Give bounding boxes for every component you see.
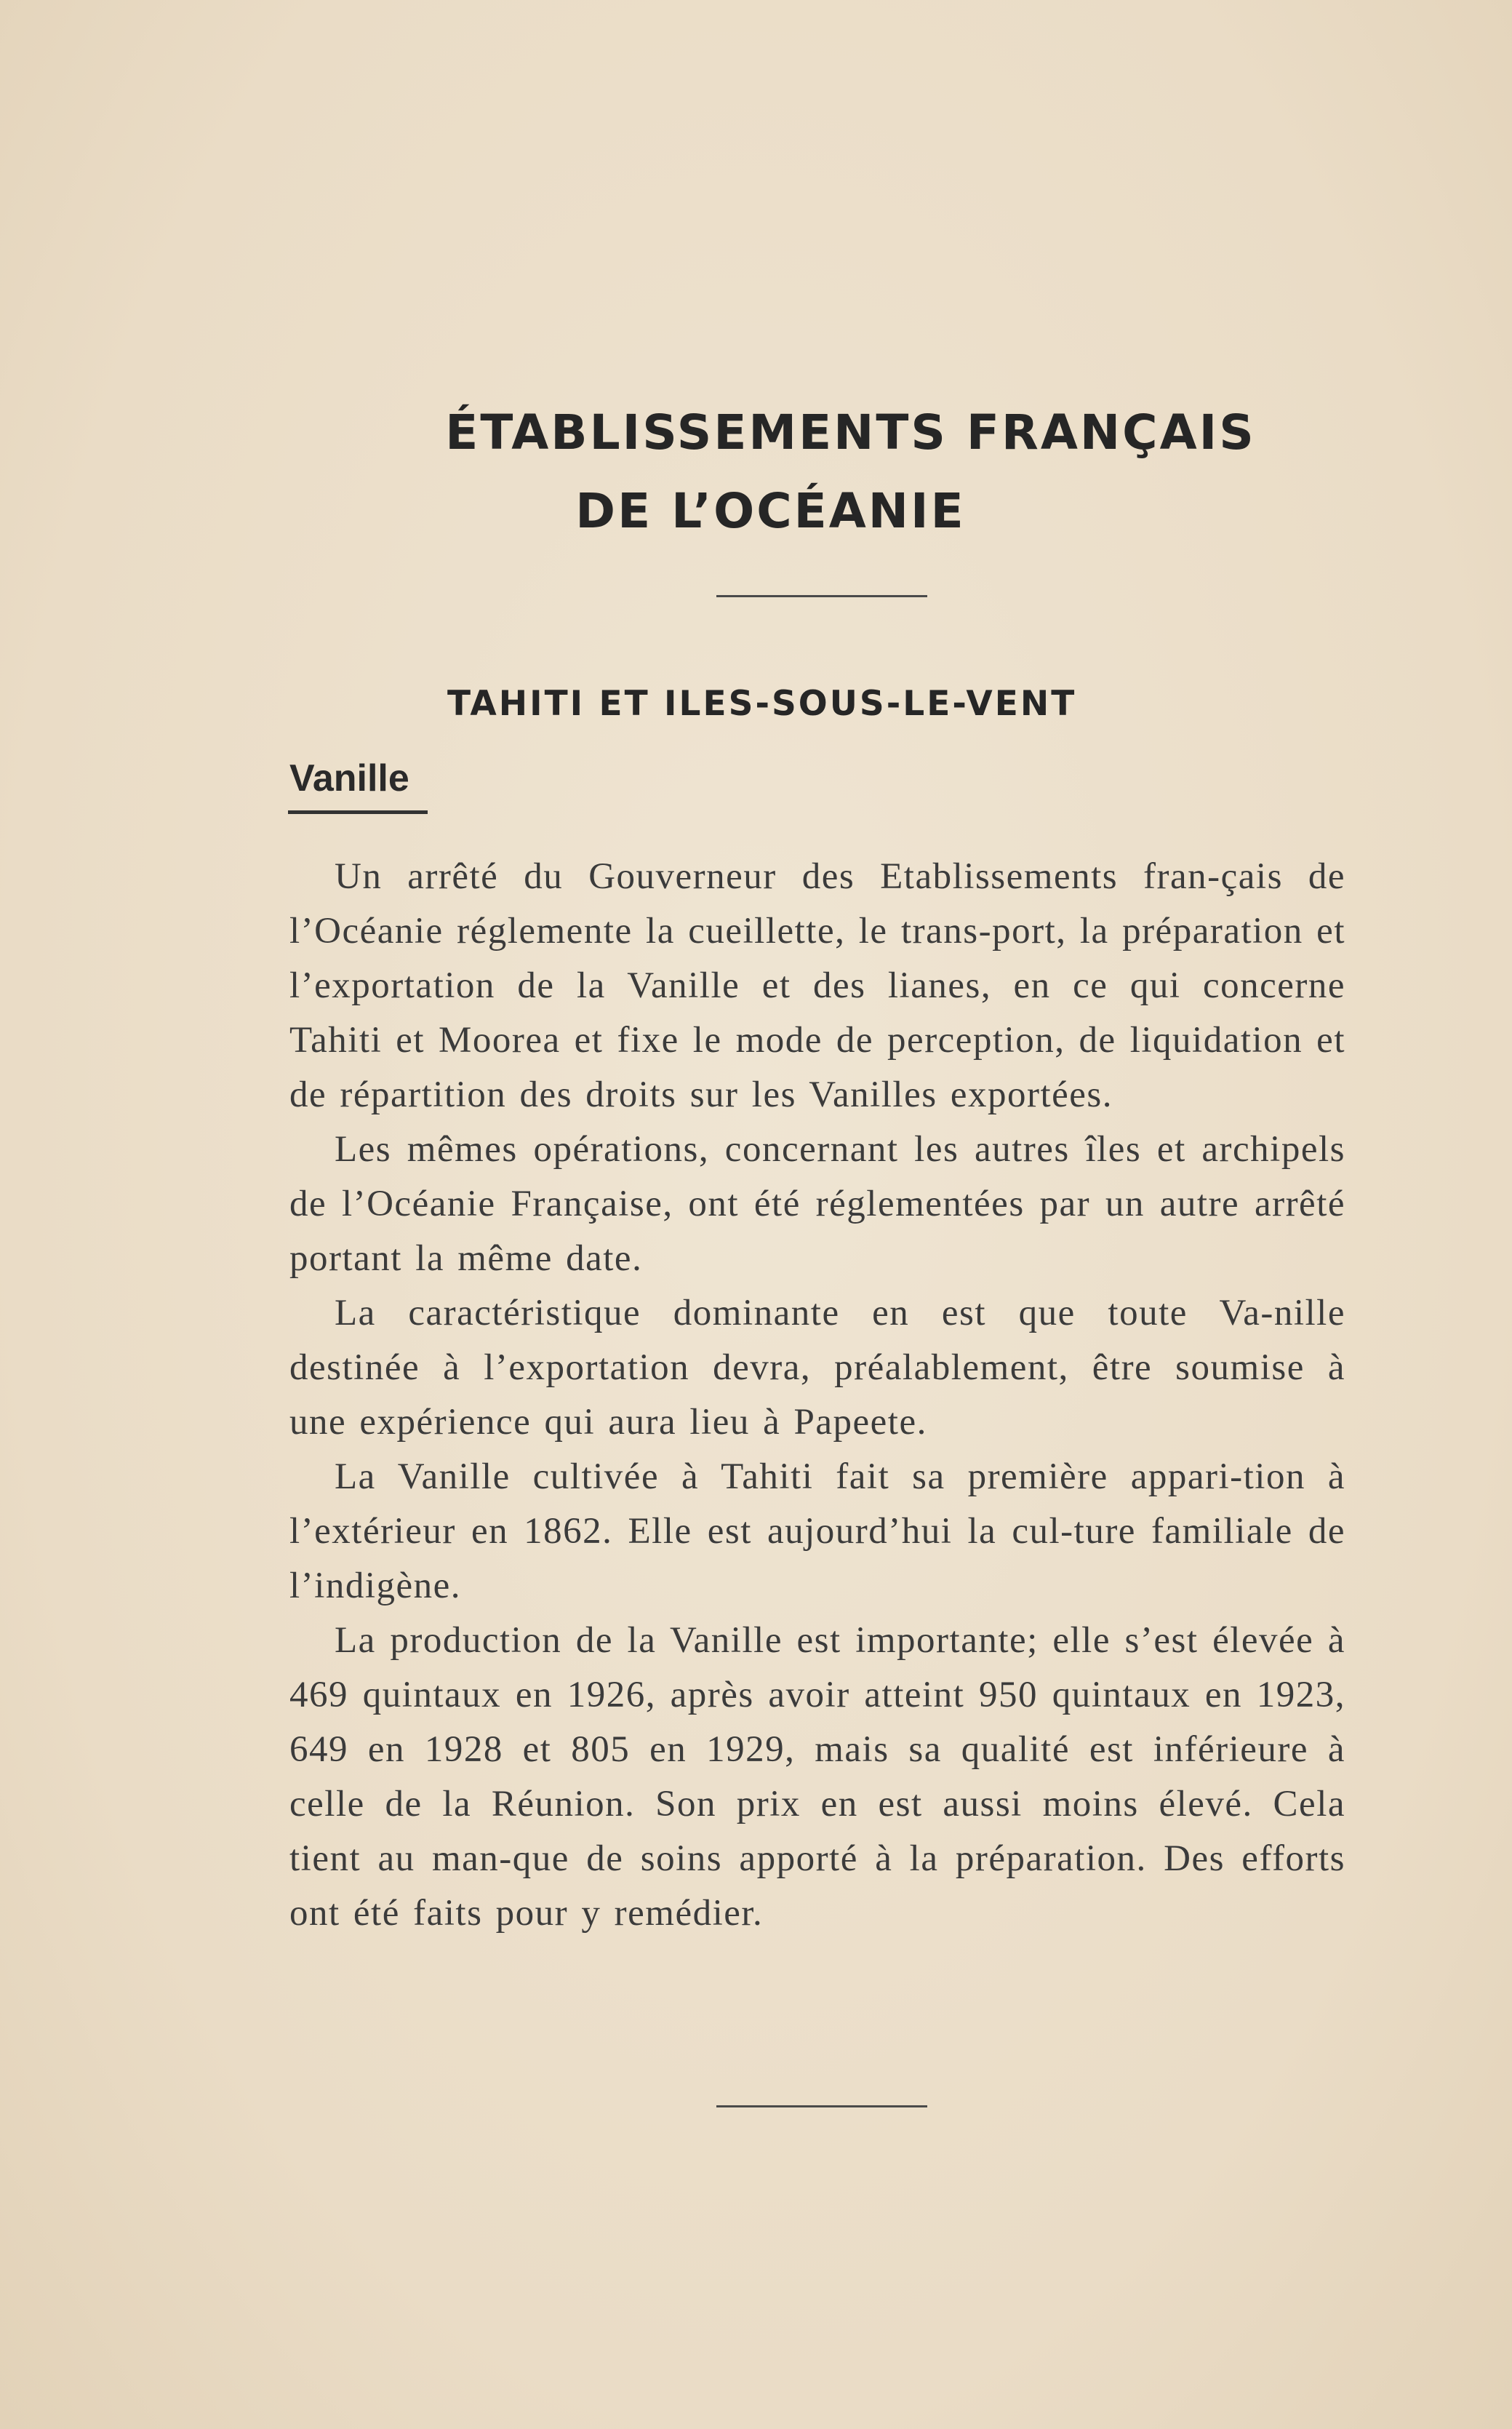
end-divider [716,2105,927,2107]
paragraph: Un arrêté du Gouverneur des Etablissements fran-çais de l’Océanie réglemente la cueillette, le trans-port, la préparation et l’exportation de la Vanille et des lianes, en ce qui concerne Tahiti et Moorea et fixe le mode de perception, de liquidation et de répartition des droits sur les Vanilles exportées. [289,856,1345,1115]
paragraph: La production de la Vanille est importante; elle s’est élevée à 469 quintaux en 1926, après avoir atteint 950 quintaux en 1923, 649 en 1928 et 805 en 1929, mais sa qualité est inférieure à celle de la Réunion. Son prix en est aussi moins élevé. Cela tient au man-que de soins apporté à la préparation. Des efforts ont été faits pour y remédier. [289,1620,1345,1934]
paragraph: La caractéristique dominante en est que toute Va-nille destinée à l’exportation devra, préalablement, être soumise à une expérience qui aura lieu à Papeete. [289,1293,1345,1443]
document-subtitle: TAHITI ET ILES-SOUS-LE-VENT [447,684,1077,724]
body-text [289,850,1345,1941]
section-heading: Vanille [289,757,409,799]
document-title-line-1: ÉTABLISSEMENTS FRANÇAIS [445,404,1256,460]
paragraph: Les mêmes opérations, concernant les autres îles et archipels de l’Océanie Française, ont été réglementées par un autre arrêté portant la même date. [289,1129,1345,1279]
document-title-line-2: DE L’OCÉANIE [575,483,966,539]
title-divider [716,595,927,597]
paragraph: La Vanille cultivée à Tahiti fait sa première appari-tion à l’extérieur en 1862. Elle est aujourd’hui la cul-ture familiale de l’indigène. [289,1456,1345,1606]
section-heading-underline [288,810,428,814]
